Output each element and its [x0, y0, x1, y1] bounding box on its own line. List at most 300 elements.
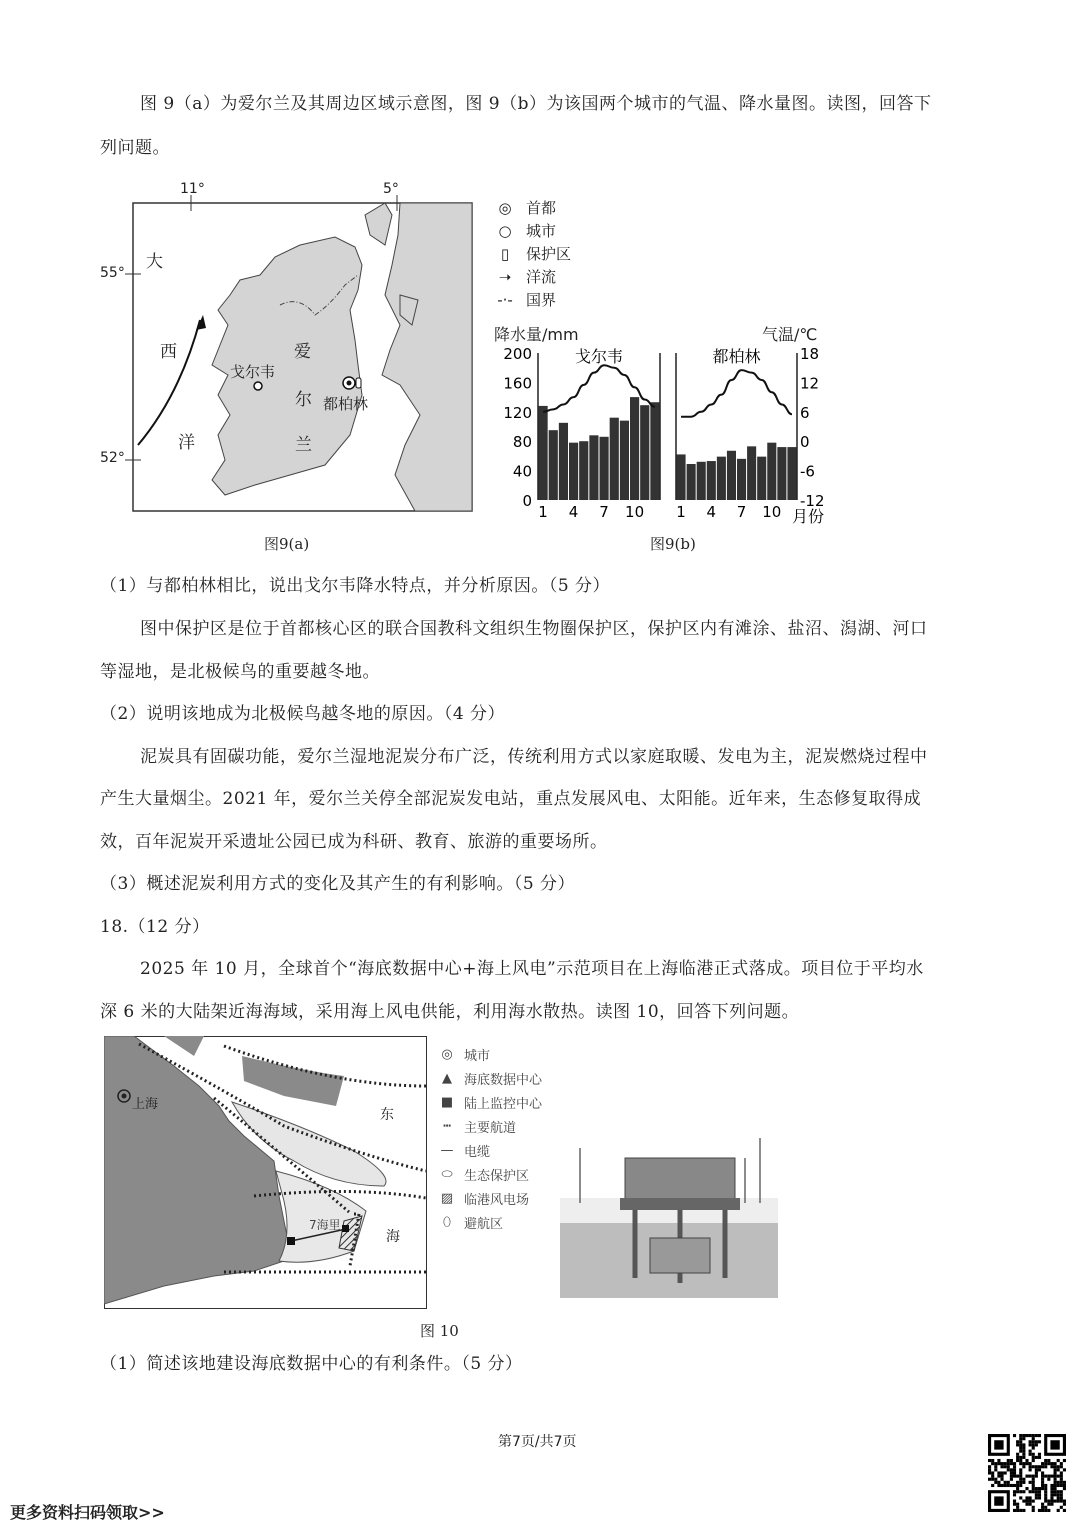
qr-module — [1035, 1490, 1038, 1493]
qr-module — [1029, 1496, 1032, 1499]
qr-module — [1032, 1446, 1035, 1449]
qr-module — [1029, 1462, 1032, 1465]
qr-module — [1035, 1456, 1038, 1459]
qr-module — [1060, 1484, 1063, 1487]
qr-module — [1022, 1434, 1025, 1437]
qr-module — [1032, 1475, 1035, 1478]
question-17-2: （2）说明该地成为北极候鸟越冬地的原因。（4 分） — [100, 704, 506, 724]
qr-module — [1019, 1437, 1022, 1440]
qr-module — [1013, 1465, 1016, 1468]
qr-module — [1044, 1487, 1047, 1490]
intro-line-2: 列问题。 — [100, 138, 170, 158]
qr-module — [997, 1481, 1000, 1484]
qr-module — [1032, 1487, 1035, 1490]
qr-module — [994, 1465, 997, 1468]
qr-module — [997, 1484, 1000, 1487]
qr-module — [1044, 1475, 1047, 1478]
qr-module — [1063, 1459, 1066, 1462]
qr-module — [1032, 1490, 1035, 1493]
qr-module — [1022, 1509, 1025, 1512]
qr-module — [1035, 1465, 1038, 1468]
precip-bar — [539, 406, 548, 500]
qr-module — [1060, 1471, 1063, 1474]
qr-module — [1010, 1459, 1013, 1462]
qr-module — [1050, 1462, 1053, 1465]
qr-module — [1057, 1484, 1060, 1487]
qr-module — [1032, 1443, 1035, 1446]
month-tick-label: 4 — [706, 503, 717, 521]
intro-line-1: 图 9（a）为爱尔兰及其周边区域示意图，图 9（b）为该国两个城市的气温、降水量图。读图，回答下 — [140, 94, 932, 114]
qr-module — [1022, 1500, 1025, 1503]
para-2-line-2: 等湿地，是北极候鸟的重要越冬地。 — [100, 662, 380, 682]
qr-module — [1035, 1493, 1038, 1496]
qr-module — [1016, 1509, 1019, 1512]
qr-module — [1044, 1465, 1047, 1468]
temp-line — [681, 370, 792, 417]
qr-module — [1019, 1456, 1022, 1459]
qr-finder — [1050, 1440, 1059, 1449]
month-tick-label: 1 — [538, 503, 548, 521]
qr-module — [1063, 1484, 1066, 1487]
qr-module — [1060, 1478, 1063, 1481]
qr-module — [1047, 1475, 1050, 1478]
qr-module — [1016, 1503, 1019, 1506]
qr-module — [1041, 1471, 1044, 1474]
figure-9a-caption: 图9(a) — [264, 535, 310, 553]
qr-module — [997, 1475, 1000, 1478]
qr-module — [1029, 1453, 1032, 1456]
qr-module — [1013, 1468, 1016, 1471]
lat-52-label: 52° — [100, 450, 125, 466]
dublin-label: 都柏林 — [323, 395, 369, 413]
precip-tick-label: 0 — [522, 492, 532, 510]
qr-module — [1013, 1490, 1016, 1493]
qr-module — [1004, 1484, 1007, 1487]
precip-bar — [620, 421, 629, 500]
legend-monitor-center: 陆上监控中心 — [464, 1096, 543, 1112]
distance-label: 7海里 — [309, 1218, 341, 1232]
precip-tick-label: 160 — [503, 374, 532, 393]
qr-module — [988, 1459, 991, 1462]
month-tick-label: 1 — [676, 503, 686, 521]
qr-module — [1057, 1493, 1060, 1496]
qr-module — [1025, 1500, 1028, 1503]
qr-module — [1010, 1475, 1013, 1478]
qr-module — [1022, 1478, 1025, 1481]
precip-bar — [777, 447, 786, 500]
qr-module — [1010, 1468, 1013, 1471]
qr-module — [1060, 1462, 1063, 1465]
qr-module — [1029, 1468, 1032, 1471]
qr-module — [1007, 1459, 1010, 1462]
monitor-center-icon: ■ — [440, 1094, 454, 1110]
qr-module — [1050, 1490, 1053, 1493]
qr-finder — [994, 1440, 1003, 1449]
qr-module — [1054, 1500, 1057, 1503]
qr-module — [994, 1468, 997, 1471]
qr-module — [1019, 1475, 1022, 1478]
qr-module — [1016, 1459, 1019, 1462]
qr-module — [1063, 1509, 1066, 1512]
qr-module — [997, 1459, 1000, 1462]
reserve-icon: ▯ — [500, 244, 510, 263]
qr-module — [1035, 1434, 1038, 1437]
qr-module — [1013, 1493, 1016, 1496]
question-18-header: 18.（12 分） — [100, 917, 210, 937]
qr-module — [1054, 1481, 1057, 1484]
qr-module — [1041, 1487, 1044, 1490]
qr-module — [1000, 1462, 1003, 1465]
qr-module — [1054, 1487, 1057, 1490]
qr-module — [1019, 1490, 1022, 1493]
city-icon: ○ — [498, 221, 512, 240]
qr-module — [1032, 1465, 1035, 1468]
qr-module — [991, 1475, 994, 1478]
qr-module — [1047, 1509, 1050, 1512]
offshore-platform-illustration — [560, 1128, 778, 1298]
qr-module — [994, 1462, 997, 1465]
temp-axis-title: 气温/℃ — [762, 325, 818, 344]
qr-module — [1022, 1456, 1025, 1459]
legend-reserve: 保护区 — [526, 245, 572, 263]
precip-bar — [610, 418, 619, 500]
galway-label: 戈尔韦 — [230, 363, 276, 381]
qr-module — [1019, 1481, 1022, 1484]
qr-module — [1044, 1506, 1047, 1509]
qr-module — [1025, 1434, 1028, 1437]
qr-module — [1022, 1490, 1025, 1493]
month-tick-label: 7 — [736, 503, 747, 521]
qr-module — [1038, 1490, 1041, 1493]
qr-code[interactable] — [988, 1434, 1066, 1512]
qr-module — [1000, 1471, 1003, 1474]
para-2-line-1: 图中保护区是位于首都核心区的联合国教科文组织生物圈保护区，保护区内有滩涂、盐沼、潟湖、河口 — [140, 619, 928, 639]
qr-module — [1019, 1478, 1022, 1481]
climate-chart — [490, 340, 835, 535]
qr-module — [1004, 1462, 1007, 1465]
qr-module — [1016, 1440, 1019, 1443]
precip-bar — [727, 451, 736, 500]
qr-module — [1019, 1509, 1022, 1512]
qr-module — [1016, 1443, 1019, 1446]
country-label-1: 爱 — [294, 342, 311, 362]
qr-module — [1050, 1493, 1053, 1496]
qr-module — [1032, 1440, 1035, 1443]
temp-tick-label: 0 — [800, 433, 810, 452]
precip-bar — [767, 443, 776, 500]
qr-module — [1044, 1462, 1047, 1465]
figure-10-legend — [436, 1042, 542, 1234]
precip-bar — [650, 402, 659, 500]
shanghai-label: 上海 — [132, 1097, 159, 1112]
qr-module — [1054, 1465, 1057, 1468]
para-4-line-2: 深 6 米的大陆架近海海域，采用海上风电供能，利用海水散热。读图 10，回答下列问题。 — [100, 1002, 800, 1022]
qr-module — [1032, 1453, 1035, 1456]
qr-module — [1016, 1506, 1019, 1509]
qr-module — [1007, 1484, 1010, 1487]
qr-module — [1032, 1484, 1035, 1487]
legend-cable: 电缆 — [464, 1144, 491, 1160]
precip-bar — [697, 462, 706, 500]
qr-module — [1016, 1484, 1019, 1487]
qr-module — [1038, 1440, 1041, 1443]
qr-module — [1025, 1459, 1028, 1462]
data-center-icon: ▲ — [442, 1070, 452, 1086]
qr-module — [1032, 1500, 1035, 1503]
legend-shipping-route: 主要航道 — [464, 1120, 517, 1136]
qr-module — [1029, 1443, 1032, 1446]
qr-module — [1029, 1465, 1032, 1468]
figure-9b-caption: 图9(b) — [650, 535, 696, 553]
month-axis-label: 月份 — [792, 507, 825, 526]
qr-module — [1013, 1462, 1016, 1465]
legend-current: 洋流 — [526, 268, 557, 286]
figure-9a-map — [100, 175, 500, 515]
qr-module — [1022, 1481, 1025, 1484]
precip-bar — [757, 457, 766, 500]
qr-module — [1025, 1496, 1028, 1499]
qr-module — [1057, 1490, 1060, 1493]
qr-module — [1029, 1490, 1032, 1493]
ocean-label-1: 大 — [146, 252, 163, 272]
qr-module — [1047, 1500, 1050, 1503]
para-4-line-1: 2025 年 10 月，全球首个“海底数据中心+海上风电”示范项目在上海临港正式落成。项目位于平均水 — [140, 959, 924, 979]
qr-module — [1041, 1503, 1044, 1506]
month-tick-label: 7 — [599, 503, 609, 521]
qr-module — [1054, 1462, 1057, 1465]
qr-module — [991, 1471, 994, 1474]
qr-module — [1032, 1459, 1035, 1462]
qr-module — [1044, 1493, 1047, 1496]
qr-module — [1038, 1493, 1041, 1496]
lon-11-label: 11° — [180, 181, 205, 197]
qr-module — [1044, 1500, 1047, 1503]
qr-module — [991, 1459, 994, 1462]
qr-module — [1016, 1481, 1019, 1484]
promo-link[interactable]: 更多资料扫码领取>> — [10, 1503, 165, 1522]
qr-module — [1016, 1456, 1019, 1459]
qr-module — [1019, 1446, 1022, 1449]
temp-tick-label: -6 — [800, 462, 815, 481]
qr-module — [1000, 1484, 1003, 1487]
qr-module — [1035, 1440, 1038, 1443]
qr-module — [1041, 1465, 1044, 1468]
precip-bar — [707, 461, 716, 500]
qr-module — [1060, 1465, 1063, 1468]
qr-module — [1060, 1475, 1063, 1478]
legend-avoid-zone: 避航区 — [464, 1216, 504, 1232]
qr-module — [1016, 1490, 1019, 1493]
qr-module — [1038, 1487, 1041, 1490]
border-line-icon: -·- — [497, 290, 513, 309]
qr-module — [1050, 1500, 1053, 1503]
temp-tick-label: -12 — [800, 492, 825, 510]
qr-module — [1054, 1478, 1057, 1481]
wind-farm-icon: ▨ — [440, 1190, 454, 1206]
qr-module — [1041, 1481, 1044, 1484]
qr-module — [1035, 1471, 1038, 1474]
qr-module — [1029, 1450, 1032, 1453]
qr-module — [1038, 1468, 1041, 1471]
qr-module — [1025, 1462, 1028, 1465]
qr-module — [1022, 1443, 1025, 1446]
qr-module — [991, 1484, 994, 1487]
qr-module — [1038, 1453, 1041, 1456]
legend-capital: 首都 — [526, 199, 557, 217]
qr-module — [1019, 1462, 1022, 1465]
qr-module — [1063, 1487, 1066, 1490]
qr-module — [1007, 1468, 1010, 1471]
qr-module — [1050, 1503, 1053, 1506]
figure-9a-legend — [494, 196, 571, 311]
precip-bar — [737, 459, 746, 500]
qr-module — [1022, 1446, 1025, 1449]
qr-module — [1054, 1468, 1057, 1471]
qr-module — [988, 1465, 991, 1468]
precip-bar — [559, 423, 568, 500]
legend-city: 城市 — [526, 222, 557, 240]
qr-module — [1019, 1471, 1022, 1474]
qr-module — [1035, 1496, 1038, 1499]
qr-module — [1063, 1468, 1066, 1471]
qr-module — [1032, 1478, 1035, 1481]
precip-tick-label: 80 — [512, 433, 532, 452]
qr-module — [1063, 1481, 1066, 1484]
qr-module — [1044, 1496, 1047, 1499]
qr-module — [1035, 1443, 1038, 1446]
qr-module — [1029, 1440, 1032, 1443]
para-3-line-3: 效，百年泥炭开采遗址公园已成为科研、教育、旅游的重要场所。 — [100, 832, 608, 852]
qr-module — [1047, 1459, 1050, 1462]
legend-border: 国界 — [526, 291, 557, 309]
qr-module — [1029, 1434, 1032, 1437]
qr-module — [991, 1478, 994, 1481]
qr-module — [1038, 1496, 1041, 1499]
current-arrow-icon: ➝ — [498, 267, 512, 286]
qr-module — [1060, 1500, 1063, 1503]
para-3-line-1: 泥炭具有固碳功能，爱尔兰湿地泥炭分布广泛，传统利用方式以家庭取暖、发电为主，泥炭燃烧过程中 — [140, 747, 928, 767]
qr-module — [994, 1481, 997, 1484]
qr-module — [1054, 1493, 1057, 1496]
qr-module — [1050, 1496, 1053, 1499]
page-number: 第7页/共7页 — [498, 1434, 577, 1450]
ocean-label-3: 洋 — [178, 433, 195, 453]
qr-module — [1016, 1487, 1019, 1490]
cable-icon: — — [440, 1142, 454, 1158]
qr-module — [1057, 1481, 1060, 1484]
lon-5-label: 5° — [383, 181, 399, 197]
question-18-1: （1）简述该地建设海底数据中心的有利条件。（5 分） — [100, 1354, 523, 1374]
country-label-2: 尔 — [295, 390, 312, 410]
qr-module — [1044, 1484, 1047, 1487]
panel-city-title: 都柏林 — [712, 347, 761, 366]
precip-bar — [640, 405, 649, 500]
qr-module — [1022, 1437, 1025, 1440]
legend-data-center: 海底数据中心 — [464, 1072, 543, 1088]
qr-module — [1050, 1465, 1053, 1468]
qr-module — [1022, 1462, 1025, 1465]
month-tick-label: 10 — [625, 503, 645, 521]
qr-module — [1019, 1496, 1022, 1499]
qr-module — [1047, 1478, 1050, 1481]
qr-module — [1032, 1434, 1035, 1437]
qr-module — [1019, 1434, 1022, 1437]
qr-module — [1019, 1440, 1022, 1443]
qr-module — [1041, 1509, 1044, 1512]
qr-module — [1004, 1465, 1007, 1468]
qr-module — [1019, 1468, 1022, 1471]
city-icon: ◎ — [441, 1046, 453, 1062]
qr-module — [988, 1471, 991, 1474]
qr-module — [1019, 1484, 1022, 1487]
qr-module — [1007, 1481, 1010, 1484]
temp-tick-label: 18 — [800, 345, 820, 363]
precip-bar — [569, 443, 578, 500]
qr-module — [1022, 1453, 1025, 1456]
qr-module — [1013, 1509, 1016, 1512]
question-17-3: （3）概述泥炭利用方式的变化及其产生的有利影响。（5 分） — [100, 874, 576, 894]
qr-module — [1029, 1500, 1032, 1503]
qr-module — [1060, 1481, 1063, 1484]
qr-module — [1032, 1506, 1035, 1509]
qr-module — [988, 1478, 991, 1481]
qr-module — [1063, 1500, 1066, 1503]
qr-module — [997, 1462, 1000, 1465]
precip-tick-label: 200 — [503, 345, 532, 363]
qr-module — [1057, 1465, 1060, 1468]
qr-module — [1041, 1462, 1044, 1465]
qr-module — [1013, 1484, 1016, 1487]
qr-module — [1035, 1468, 1038, 1471]
qr-module — [1013, 1475, 1016, 1478]
sea-label-1: 东 — [380, 1107, 394, 1123]
qr-module — [1010, 1462, 1013, 1465]
qr-module — [1054, 1484, 1057, 1487]
qr-module — [1057, 1475, 1060, 1478]
qr-module — [1057, 1496, 1060, 1499]
qr-module — [1041, 1475, 1044, 1478]
qr-module — [1000, 1465, 1003, 1468]
qr-module — [1022, 1465, 1025, 1468]
qr-module — [1054, 1490, 1057, 1493]
qr-module — [1013, 1471, 1016, 1474]
qr-module — [1000, 1475, 1003, 1478]
qr-module — [1016, 1475, 1019, 1478]
qr-module — [1044, 1459, 1047, 1462]
qr-module — [1038, 1509, 1041, 1512]
qr-module — [1047, 1462, 1050, 1465]
qr-module — [1054, 1475, 1057, 1478]
precip-bar — [677, 454, 686, 500]
qr-module — [1004, 1471, 1007, 1474]
legend-wind-farm: 临港风电场 — [464, 1192, 530, 1208]
qr-module — [997, 1471, 1000, 1474]
qr-module — [1038, 1456, 1041, 1459]
shipping-route-icon: ┅ — [443, 1118, 451, 1134]
precip-bar — [589, 435, 598, 500]
qr-module — [1025, 1487, 1028, 1490]
qr-module — [1013, 1503, 1016, 1506]
qr-module — [1013, 1434, 1016, 1437]
qr-module — [1029, 1481, 1032, 1484]
qr-module — [1035, 1487, 1038, 1490]
qr-module — [1019, 1459, 1022, 1462]
figure-10-map — [104, 1036, 427, 1309]
qr-module — [1038, 1465, 1041, 1468]
qr-module — [1038, 1434, 1041, 1437]
precip-bar — [687, 464, 696, 500]
qr-module — [1025, 1475, 1028, 1478]
